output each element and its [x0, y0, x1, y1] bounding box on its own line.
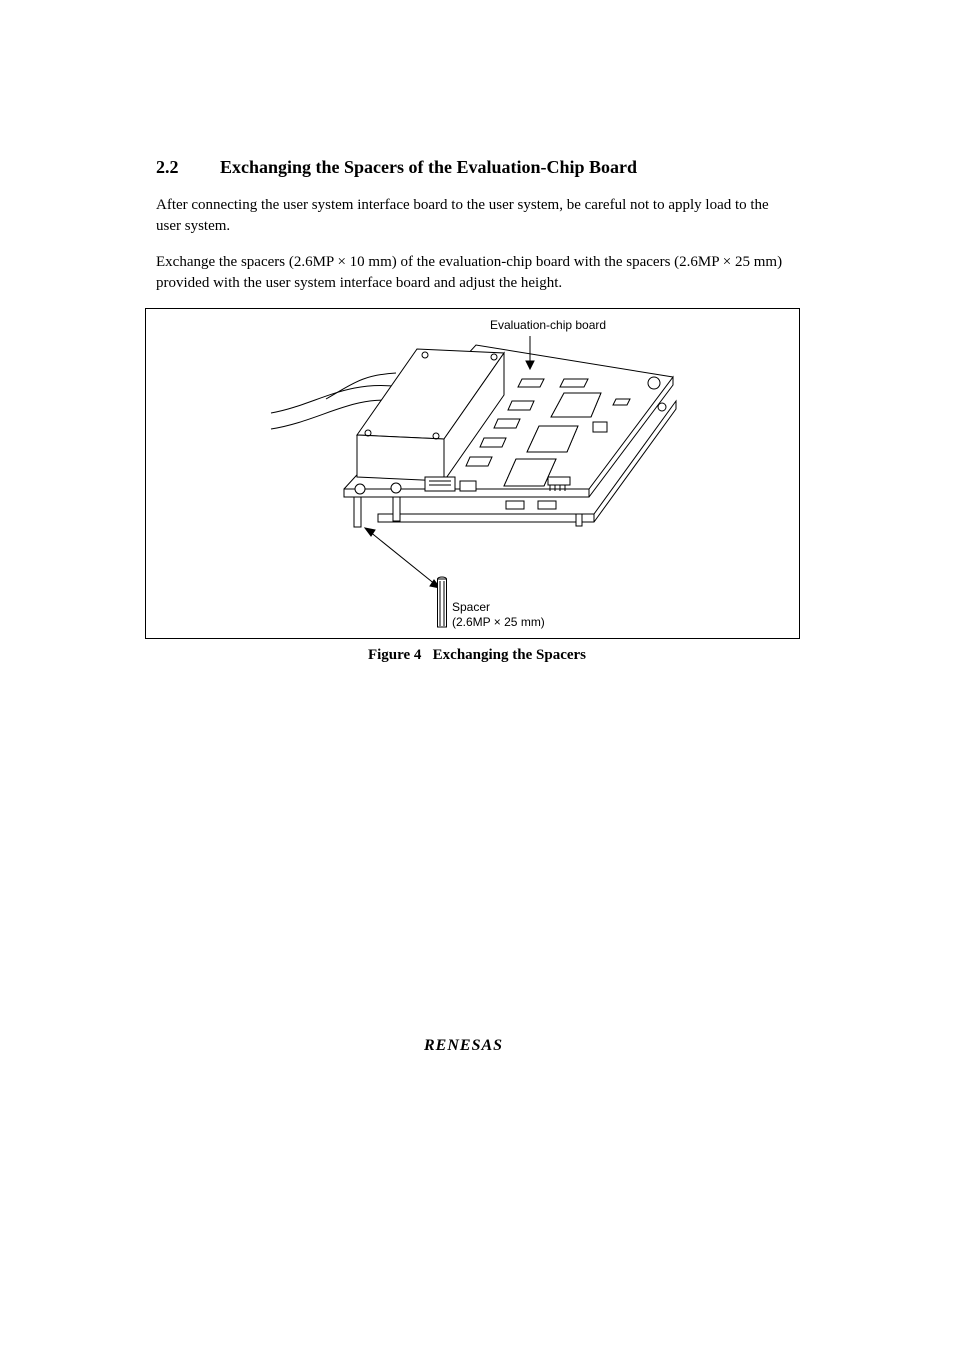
figure-caption: Figure 4 Exchanging the Spacers: [367, 647, 587, 663]
label-evaluation-chip-board: Evaluation-chip board: [490, 318, 607, 332]
paragraph-1: After connecting the user system interface board to the user system, be careful not to apply load to the user system.: [156, 197, 769, 234]
section-title: Exchanging the Spacers of the Evaluation-Chip Board: [220, 157, 638, 177]
figure-frame: [145, 308, 800, 639]
short-spacer-left: [354, 497, 361, 527]
long-spacer: [438, 577, 447, 627]
label-spacer: Spacer: [452, 600, 491, 614]
section-heading: [156, 157, 637, 178]
paragraph-2: Exchange the spacers (2.6MP × 10 mm) of the evaluation-chip board with the spacers (2.6MP × 25 mm) provided with the user system interface board and adjust the height.: [156, 254, 783, 291]
short-spacer-mid: [393, 497, 400, 521]
board-illustration: [146, 309, 799, 638]
label-spacer-size: (2.6MP × 25 mm): [452, 615, 545, 629]
renesas-logo: RENESAS: [424, 1037, 504, 1054]
section-number: 2.2: [156, 157, 179, 177]
